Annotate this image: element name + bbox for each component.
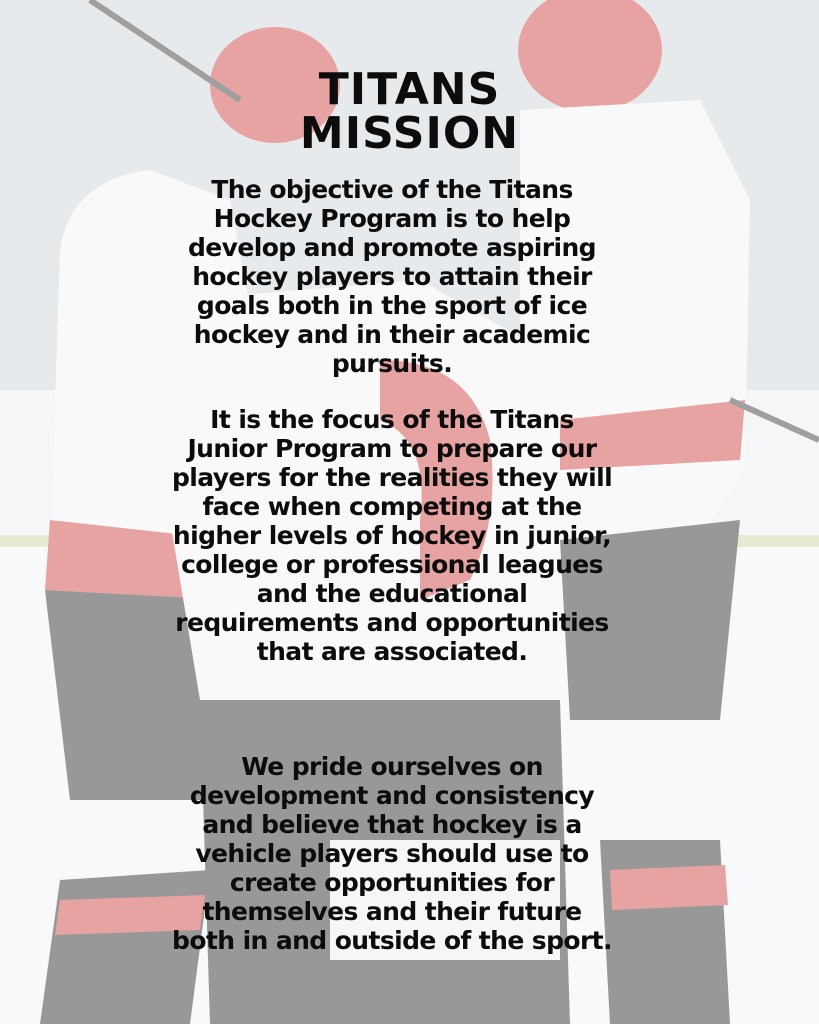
page-title [0,64,819,159]
mission-paragraph-1: The objective of the Titans Hockey Program is to help develop and promote aspiring hockey players to attain their goals both in the sport of ice hockey and in their academic pursuits. [188,175,596,378]
title-line-2: MISSION [299,108,520,159]
title-line-1: TITANS [318,64,501,115]
mission-paragraph-3: We pride ourselves on development and consistency and believe that hockey is a vehicle players should use to create opportunities for themselves and their future both in and outside of the sport. [172,752,612,955]
mission-paragraph-2: It is the focus of the Titans Junior Program to prepare our players for the realities they will face when competing at the higher levels of hockey in junior, college or professional leagues and the educational requirements and opportunities that are associated. [171,405,613,666]
